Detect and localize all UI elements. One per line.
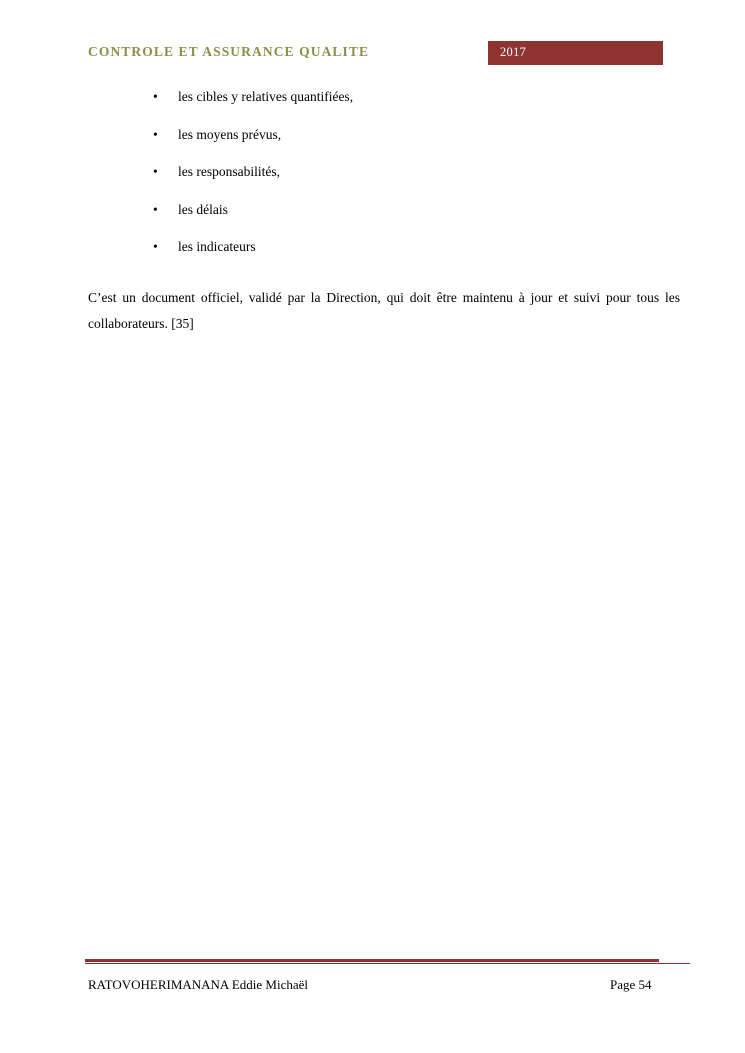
list-item	[0, 163, 745, 180]
page-content	[0, 88, 745, 331]
list-item	[0, 126, 745, 143]
bullet-icon: •	[153, 126, 158, 142]
header-year-label: 2017	[500, 45, 527, 59]
list-item-label: les cibles y relatives quantifiées,	[178, 89, 354, 104]
list-item-label: les indicateurs	[178, 239, 256, 254]
footer-author: RATOVOHERIMANANA Eddie Michaël	[88, 977, 309, 992]
body-paragraph: C’est un document officiel, validé par la Direction, qui doit être maintenu à jour et suivi pour tous les collaborateurs. [35]	[88, 290, 680, 331]
page-header	[0, 44, 745, 80]
bullet-icon: •	[153, 201, 158, 217]
bullet-icon: •	[153, 89, 158, 104]
list-item	[0, 88, 745, 105]
footer-divider-thin	[85, 963, 690, 964]
footer-page-number: Page 54	[610, 977, 652, 992]
header-year-box	[488, 41, 663, 65]
bullet-icon: •	[153, 164, 158, 179]
list-item-label: les moyens prévus,	[178, 126, 282, 142]
bullet-icon: •	[153, 239, 158, 254]
footer-divider-thick	[85, 959, 659, 962]
list-item-label: les responsabilités,	[178, 164, 280, 179]
bullet-list	[0, 88, 745, 255]
header-title: CONTROLE ET ASSURANCE QUALITE	[88, 44, 370, 59]
list-item-label: les délais	[178, 201, 228, 217]
list-item	[0, 201, 745, 218]
list-item	[0, 238, 745, 255]
